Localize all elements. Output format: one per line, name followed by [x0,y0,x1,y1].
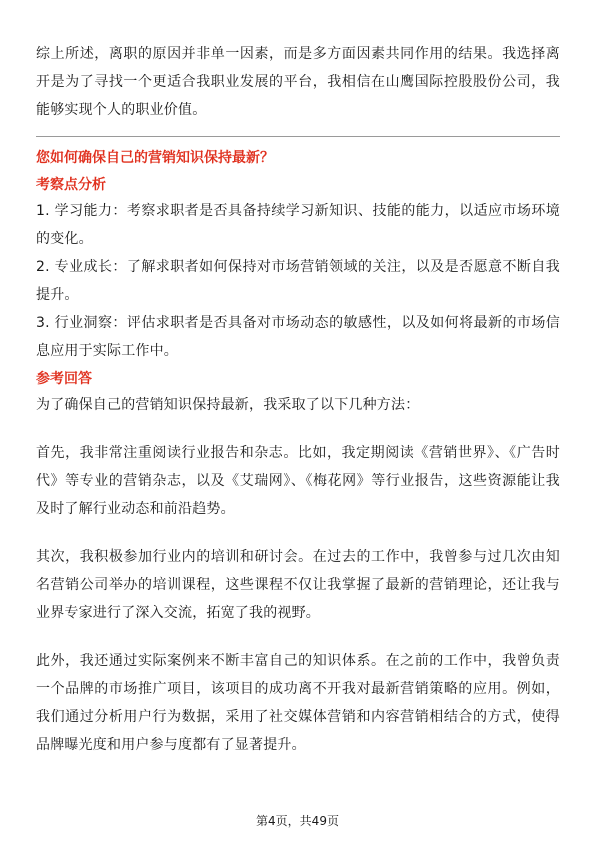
paragraph-spacer [36,419,560,439]
analysis-item-1: 1. 学习能力：考察求职者是否具备持续学习新知识、技能的能力，以适应市场环境的变化。 [36,203,560,247]
answer-paragraph-1: 首先，我非常注重阅读行业报告和杂志。比如，我定期阅读《营销世界》、《广告时代》等专业的营销杂志，以及《艾瑞网》、《梅花网》等行业报告，这些资源能让我及时了解行业动态和前沿趋势。 [36,445,560,517]
analysis-item-3: 3. 行业洞察：评估求职者是否具备对市场动态的敏感性，以及如何将最新的市场信息应用于实际工作中。 [36,315,560,359]
answer-lead: 为了确保自己的营销知识保持最新，我采取了以下几种方法： [36,397,420,413]
document-body [36,40,560,759]
section-divider [36,136,560,137]
intro-paragraph: 综上所述，离职的原因并非单一因素，而是多方面因素共同作用的结果。我选择离开是为了寻找一个更适合我职业发展的平台，我相信在山鹰国际控股股份公司，我能够实现个人的职业价值。 [36,46,560,118]
answer-heading: 参考回答 [36,371,92,387]
answer-paragraph-2: 其次，我积极参加行业内的培训和研讨会。在过去的工作中，我曾参与过几次由知名营销公司举办的培训课程，这些课程不仅让我掌握了最新的营销理论，还让我与业界专家进行了深入交流，拓宽了我的视野。 [36,549,560,621]
paragraph-spacer [36,627,560,647]
answer-paragraph-3: 此外，我还通过实际案例来不断丰富自己的知识体系。在之前的工作中，我曾负责一个品牌的市场推广项目，该项目的成功离不开我对最新营销策略的应用。例如，我们通过分析用户行为数据，采用了社交媒体营销和内容营销相结合的方式，使得品牌曝光度和用户参与度都有了显著提升。 [36,653,560,753]
paragraph-spacer [36,523,560,543]
question-title: 您如何确保自己的营销知识保持最新？ [36,150,274,166]
analysis-item-2: 2. 专业成长：了解求职者如何保持对市场营销领域的关注，以及是否愿意不断自我提升。 [36,259,560,303]
page-number: 第4页，共49页 [256,814,339,828]
analysis-heading: 考察点分析 [36,177,106,193]
